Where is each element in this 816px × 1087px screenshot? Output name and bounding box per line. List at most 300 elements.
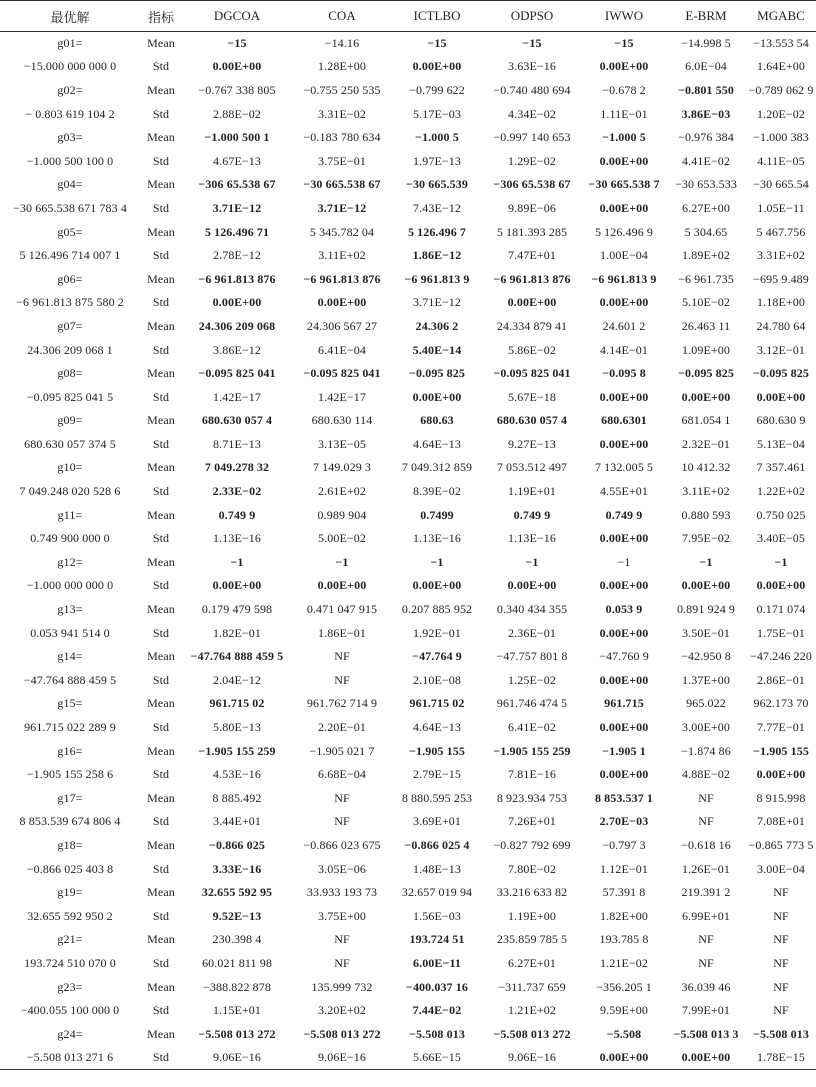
dgcoa-value-cell: −388.822 878 (203, 979, 271, 994)
dgcoa-value-cell: −6 961.813 876 (198, 271, 276, 286)
odpso-value-cell: 7 053.512 497 (496, 460, 568, 475)
coa-value-cell: −0.755 250 535 (303, 82, 381, 97)
optimum-cell: −15.000 000 000 0 (23, 59, 117, 74)
table-row (0, 102, 816, 126)
table-row (0, 267, 816, 291)
ebrm-value-cell: 1.09E+00 (682, 342, 730, 357)
optimum-cell: −1.905 155 258 6 (26, 767, 114, 782)
iwwo-value-cell: 1.11E−01 (600, 106, 648, 121)
metric-cell: Std (152, 814, 170, 829)
mgabc-value-cell: NF (773, 908, 789, 923)
dgcoa-value-cell: −1 (230, 554, 244, 569)
metric-cell: Mean (147, 82, 175, 97)
odpso-value-cell: −5.508 013 272 (493, 1026, 571, 1041)
optimum-cell: 680.630 057 374 5 (24, 436, 116, 451)
metric-cell: Std (152, 720, 170, 735)
ictlbo-value-cell: 5.40E−14 (412, 342, 462, 357)
coa-value-cell: NF (334, 649, 350, 664)
coa-value-cell: NF (334, 814, 350, 829)
optimum-cell: g07= (57, 318, 83, 333)
mgabc-value-cell: 4.11E−05 (757, 153, 805, 168)
iwwo-value-cell: 57.391 8 (602, 885, 646, 900)
ebrm-value-cell: −0.976 384 (678, 130, 734, 145)
table-row (0, 79, 816, 103)
ebrm-value-cell: NF (698, 955, 714, 970)
ebrm-value-cell: NF (698, 790, 714, 805)
optimum-cell: g06= (57, 271, 83, 286)
odpso-value-cell: 1.13E−16 (508, 531, 556, 546)
iwwo-value-cell: 193.785 8 (599, 932, 649, 947)
mgabc-value-cell: 0.00E+00 (756, 578, 806, 593)
mgabc-value-cell: 1.64E+00 (757, 59, 805, 74)
mgabc-value-cell: −0.095 825 (753, 366, 809, 381)
coa-value-cell: NF (334, 672, 350, 687)
coa-value-cell: 3.75E+00 (318, 908, 366, 923)
table-row (0, 739, 816, 763)
dgcoa-value-cell: −306 65.538 67 (198, 177, 276, 192)
metric-cell: Mean (147, 224, 175, 239)
ictlbo-value-cell: −0.799 622 (409, 82, 465, 97)
ictlbo-value-cell: −1.000 5 (415, 130, 459, 145)
ebrm-value-cell: 10 412.32 (681, 460, 731, 475)
mgabc-value-cell: NF (773, 932, 789, 947)
mgabc-value-cell: 7 357.461 (756, 460, 806, 475)
odpso-value-cell: 9.27E−13 (508, 436, 556, 451)
table-row (0, 385, 816, 409)
coa-value-cell: NF (334, 790, 350, 805)
odpso-value-cell: 33.216 633 82 (496, 885, 568, 900)
mgabc-value-cell: 3.31E+02 (757, 248, 805, 263)
table-row (0, 244, 816, 268)
ictlbo-value-cell: −5.508 013 (409, 1026, 465, 1041)
optimum-cell: 0.053 941 514 0 (30, 625, 110, 640)
odpso-value-cell: 8 923.934 753 (496, 790, 568, 805)
optimum-cell: g09= (57, 413, 83, 428)
odpso-value-cell: 7.81E−16 (508, 767, 556, 782)
coa-value-cell: 5 345.782 04 (309, 224, 375, 239)
metric-cell: Std (152, 106, 170, 121)
coa-value-cell: 3.13E−05 (318, 436, 366, 451)
metric-cell: Mean (147, 837, 175, 852)
optimum-cell: g12= (57, 554, 83, 569)
header-metric: 指标 (140, 1, 182, 32)
dgcoa-value-cell: 60.021 811 98 (202, 955, 272, 970)
ebrm-value-cell: 0.891 924 9 (676, 602, 736, 617)
iwwo-value-cell: 1.21E−02 (600, 955, 648, 970)
odpso-value-cell: 1.19E+00 (508, 908, 556, 923)
coa-value-cell: 6.41E−04 (318, 342, 366, 357)
odpso-value-cell: 5 181.393 285 (496, 224, 568, 239)
mgabc-value-cell: 2.86E−01 (757, 672, 805, 687)
odpso-value-cell: 9.89E−06 (508, 200, 556, 215)
ictlbo-value-cell: 8 880.595 253 (401, 790, 473, 805)
metric-cell: Mean (147, 507, 175, 522)
ictlbo-value-cell: −400.037 16 (406, 979, 468, 994)
coa-value-cell: 1.86E−01 (318, 625, 366, 640)
coa-value-cell: NF (334, 932, 350, 947)
coa-value-cell: 9.06E−16 (292, 1046, 392, 1070)
ictlbo-value-cell: 680.63 (420, 413, 454, 428)
coa-value-cell: −0.183 780 634 (303, 130, 381, 145)
table-row (0, 338, 816, 362)
metric-cell: Std (152, 1003, 170, 1018)
coa-value-cell: 0.00E+00 (317, 578, 367, 593)
table-row (0, 787, 816, 811)
header-mgabc: MGABC (746, 1, 816, 32)
odpso-value-cell: 2.36E−01 (508, 625, 556, 640)
dgcoa-value-cell: 5.80E−13 (213, 720, 261, 735)
table-row (0, 857, 816, 881)
metric-cell: Std (152, 153, 170, 168)
metric-cell: Mean (147, 318, 175, 333)
dgcoa-value-cell: 0.00E+00 (212, 295, 262, 310)
iwwo-value-cell: −47.760 9 (599, 649, 649, 664)
mgabc-value-cell: 962.173 70 (753, 696, 809, 711)
optimum-cell: −0.866 025 403 8 (26, 861, 114, 876)
iwwo-value-cell: 1.12E−01 (600, 861, 648, 876)
dgcoa-value-cell: 2.88E−02 (213, 106, 261, 121)
metric-cell: Std (152, 908, 170, 923)
metric-cell: Mean (147, 1026, 175, 1041)
mgabc-value-cell: 1.20E−02 (757, 106, 805, 121)
mgabc-value-cell: −30 665.54 (753, 177, 809, 192)
iwwo-value-cell: −1.000 5 (602, 130, 646, 145)
ebrm-value-cell: 26.463 11 (681, 318, 731, 333)
dgcoa-value-cell: 2.78E−12 (213, 248, 261, 263)
optimum-cell: g14= (57, 649, 83, 664)
optimum-cell: 7 049.248 020 528 6 (19, 484, 121, 499)
iwwo-value-cell: 2.70E−03 (599, 814, 649, 829)
odpso-value-cell: 0.340 434 355 (496, 602, 568, 617)
ictlbo-value-cell: 6.00E−11 (413, 955, 461, 970)
odpso-value-cell: −306 65.538 67 (493, 177, 571, 192)
optimum-cell: g10= (57, 460, 83, 475)
optimum-cell: 193.724 510 070 0 (24, 955, 116, 970)
ictlbo-value-cell: 1.13E−16 (413, 531, 461, 546)
dgcoa-value-cell: 0.00E+00 (212, 59, 262, 74)
iwwo-value-cell: 0.00E+00 (599, 389, 649, 404)
coa-value-cell: −0.095 825 041 (303, 366, 381, 381)
coa-value-cell: 6.68E−04 (318, 767, 366, 782)
odpso-value-cell: −15 (522, 36, 542, 51)
ictlbo-value-cell: 2.10E−08 (413, 672, 461, 687)
mgabc-value-cell: NF (773, 1003, 789, 1018)
coa-value-cell: 961.762 714 9 (306, 696, 378, 711)
table-header (0, 1, 816, 32)
iwwo-value-cell: −1 (617, 554, 631, 569)
table-row (0, 881, 816, 905)
metric-cell: Mean (147, 177, 175, 192)
iwwo-value-cell: 5 126.496 9 (594, 224, 654, 239)
coa-value-cell: 135.999 732 (311, 979, 373, 994)
header-odpso: ODPSO (482, 1, 582, 32)
metric-cell: Mean (147, 413, 175, 428)
dgcoa-value-cell: −5.508 013 272 (198, 1026, 276, 1041)
odpso-value-cell: 7.26E+01 (508, 814, 556, 829)
optimum-cell: g23= (57, 979, 83, 994)
ebrm-value-cell: 5 304.65 (684, 224, 728, 239)
ebrm-value-cell: 3.11E+02 (682, 484, 730, 499)
dgcoa-value-cell: 24.306 209 068 (198, 318, 276, 333)
ebrm-value-cell: 2.32E−01 (682, 436, 730, 451)
iwwo-value-cell: 0.053 9 (605, 602, 643, 617)
ictlbo-value-cell: 5 126.496 7 (407, 224, 467, 239)
optimum-cell: −47.764 888 459 5 (23, 672, 117, 687)
metric-cell: Std (152, 342, 170, 357)
optimum-cell: g08= (57, 366, 83, 381)
dgcoa-value-cell: −15 (227, 36, 247, 51)
iwwo-value-cell: 0.00E+00 (599, 672, 649, 687)
coa-value-cell: 3.11E+02 (318, 248, 366, 263)
table-row (0, 904, 816, 928)
table-row (0, 716, 816, 740)
iwwo-value-cell: 0.00E+00 (582, 1046, 666, 1070)
optimum-cell: −0.095 825 041 5 (26, 389, 114, 404)
ebrm-value-cell: 3.86E−03 (681, 106, 731, 121)
optimum-cell: 32.655 592 950 2 (27, 908, 113, 923)
ebrm-value-cell: −1 (699, 554, 713, 569)
coa-value-cell: 0.989 904 (317, 507, 367, 522)
dgcoa-value-cell: 5 126.496 71 (204, 224, 270, 239)
optimum-cell: g13= (57, 602, 83, 617)
table-row (0, 763, 816, 787)
optimum-cell: g19= (57, 885, 83, 900)
table-row (0, 433, 816, 457)
metric-cell: Mean (147, 554, 175, 569)
ictlbo-value-cell: 193.724 51 (409, 932, 465, 947)
metric-cell: Mean (147, 602, 175, 617)
ebrm-value-cell: 3.00E+00 (682, 720, 730, 735)
coa-value-cell: 3.75E−01 (318, 153, 366, 168)
iwwo-value-cell: −0.095 8 (602, 366, 646, 381)
metric-cell: Std (152, 295, 170, 310)
ebrm-value-cell: −0.801 550 (678, 82, 734, 97)
metric-cell: Std (152, 389, 170, 404)
table-row (0, 834, 816, 858)
odpso-value-cell: −1.905 155 259 (493, 743, 571, 758)
ebrm-value-cell: 1.26E−01 (682, 861, 730, 876)
ebrm-value-cell: 0.00E+00 (681, 578, 731, 593)
mgabc-value-cell: 24.780 64 (756, 318, 806, 333)
table-row (0, 126, 816, 150)
table-row (0, 220, 816, 244)
mgabc-value-cell: −695 9.489 (753, 271, 809, 286)
coa-value-cell: 3.71E−12 (317, 200, 367, 215)
metric-cell: Std (152, 484, 170, 499)
metric-cell: Mean (147, 743, 175, 758)
dgcoa-value-cell: 8.71E−13 (213, 436, 261, 451)
coa-value-cell: 680.630 114 (311, 413, 373, 428)
coa-value-cell: −5.508 013 272 (303, 1026, 381, 1041)
iwwo-value-cell: 4.14E−01 (600, 342, 648, 357)
iwwo-value-cell: 0.749 9 (605, 507, 643, 522)
iwwo-value-cell: −5.508 (606, 1026, 642, 1041)
optimum-cell: g15= (57, 696, 83, 711)
optimum-cell: g03= (57, 130, 83, 145)
ebrm-value-cell: 6.99E+01 (682, 908, 730, 923)
dgcoa-value-cell: 2.33E−02 (212, 484, 262, 499)
dgcoa-value-cell: 2.04E−12 (213, 672, 261, 687)
optimum-cell: −30 665.538 671 783 4 (13, 200, 127, 215)
odpso-value-cell: −311.737 659 (498, 979, 566, 994)
iwwo-value-cell: 961.715 (604, 696, 644, 711)
iwwo-value-cell: 4.55E+01 (600, 484, 648, 499)
table-row (0, 503, 816, 527)
iwwo-value-cell: 1.00E−04 (600, 248, 648, 263)
odpso-value-cell: −0.095 825 041 (493, 366, 571, 381)
ictlbo-value-cell: 7 049.312 859 (401, 460, 473, 475)
optimum-cell: −1.000 000 000 0 (26, 578, 114, 593)
table-row (0, 456, 816, 480)
dgcoa-value-cell: 7 049.278 32 (204, 460, 270, 475)
ictlbo-value-cell: −47.764 9 (412, 649, 462, 664)
odpso-value-cell: 3.63E−16 (508, 59, 556, 74)
dgcoa-value-cell: 0.749 9 (218, 507, 256, 522)
ebrm-value-cell: −30 653.533 (675, 177, 737, 192)
odpso-value-cell: 235.859 785 5 (496, 932, 568, 947)
dgcoa-value-cell: 9.06E−16 (182, 1046, 292, 1070)
ebrm-value-cell: 219.391 2 (681, 885, 731, 900)
odpso-value-cell: 0.749 9 (513, 507, 551, 522)
mgabc-value-cell: 1.78E−15 (746, 1046, 816, 1070)
iwwo-value-cell: −356.205 1 (596, 979, 652, 994)
ebrm-value-cell: 4.88E−02 (682, 767, 730, 782)
odpso-value-cell: −6 961.813 876 (493, 271, 571, 286)
odpso-value-cell: 5.67E−18 (508, 389, 556, 404)
coa-value-cell: 24.306 567 27 (306, 318, 378, 333)
table-row (0, 669, 816, 693)
header-row (0, 1, 816, 32)
table-row (0, 551, 816, 575)
iwwo-value-cell: 0.00E+00 (599, 200, 649, 215)
odpso-value-cell: 6.27E+01 (508, 955, 556, 970)
ictlbo-value-cell: 7.44E−02 (412, 1003, 462, 1018)
coa-value-cell: −6 961.813 876 (303, 271, 381, 286)
header-coa: COA (292, 1, 392, 32)
ebrm-value-cell: NF (698, 814, 714, 829)
table-row (0, 952, 816, 976)
dgcoa-value-cell: −1.000 500 1 (204, 130, 270, 145)
ebrm-value-cell: −6 961.735 (678, 271, 734, 286)
dgcoa-value-cell: 4.53E−16 (213, 767, 261, 782)
odpso-value-cell: 0.00E+00 (507, 295, 557, 310)
coa-value-cell: 1.28E+00 (318, 59, 366, 74)
iwwo-value-cell: 1.82E+00 (600, 908, 648, 923)
ictlbo-value-cell: 8.39E−02 (413, 484, 461, 499)
iwwo-value-cell: 0.00E+00 (599, 153, 649, 168)
ebrm-value-cell: −0.095 825 (678, 366, 734, 381)
optimum-cell: 0.749 900 000 0 (30, 531, 110, 546)
ictlbo-value-cell: 1.97E−13 (413, 153, 461, 168)
dgcoa-value-cell: 3.71E−12 (212, 200, 262, 215)
ebrm-value-cell: 3.50E−01 (682, 625, 730, 640)
dgcoa-value-cell: −1.905 155 259 (198, 743, 276, 758)
odpso-value-cell: −0.827 792 699 (493, 837, 571, 852)
iwwo-value-cell: 7 132.005 5 (594, 460, 654, 475)
mgabc-value-cell: NF (773, 979, 789, 994)
metric-cell: Std (140, 1046, 182, 1070)
dgcoa-value-cell: 32.655 592 95 (201, 885, 273, 900)
table-row (0, 32, 816, 56)
metric-cell: Std (152, 200, 170, 215)
header-dgcoa: DGCOA (182, 1, 292, 32)
mgabc-value-cell: 0.171 074 (756, 602, 806, 617)
optimum-cell: 961.715 022 289 9 (24, 720, 116, 735)
ictlbo-value-cell: −15 (427, 36, 447, 51)
table-row (0, 999, 816, 1023)
optimum-cell: g11= (57, 507, 83, 522)
table-row (0, 1046, 816, 1070)
metric-cell: Std (152, 436, 170, 451)
ictlbo-value-cell: −1 (430, 554, 444, 569)
metric-cell: Std (152, 672, 170, 687)
mgabc-value-cell: NF (773, 955, 789, 970)
dgcoa-value-cell: 1.82E−01 (213, 625, 261, 640)
iwwo-value-cell: 0.00E+00 (599, 436, 649, 451)
ebrm-value-cell: 6.0E−04 (685, 59, 727, 74)
metric-cell: Mean (147, 979, 175, 994)
coa-value-cell: 2.61E+02 (318, 484, 366, 499)
odpso-value-cell: 5.86E−02 (508, 342, 556, 357)
dgcoa-value-cell: 3.86E−12 (213, 342, 261, 357)
mgabc-value-cell: 1.22E+02 (757, 484, 805, 499)
table-row (0, 480, 816, 504)
table-row (0, 598, 816, 622)
ictlbo-value-cell: −6 961.813 9 (404, 271, 470, 286)
dgcoa-value-cell: −0.095 825 041 (198, 366, 276, 381)
metric-cell: Mean (147, 460, 175, 475)
dgcoa-value-cell: 0.179 479 598 (201, 602, 273, 617)
metric-cell: Std (152, 248, 170, 263)
dgcoa-value-cell: 230.398 4 (212, 932, 262, 947)
ebrm-value-cell: 4.41E−02 (682, 153, 730, 168)
odpso-value-cell: −0.740 480 694 (493, 82, 571, 97)
dgcoa-value-cell: −47.764 888 459 5 (190, 649, 284, 664)
mgabc-value-cell: 5 467.756 (756, 224, 806, 239)
dgcoa-value-cell: 1.13E−16 (213, 531, 261, 546)
table-body (0, 32, 816, 1070)
dgcoa-value-cell: −0.767 338 805 (198, 82, 276, 97)
table-row (0, 645, 816, 669)
odpso-value-cell: 680.630 057 4 (496, 413, 568, 428)
iwwo-value-cell: 0.00E+00 (599, 59, 649, 74)
dgcoa-value-cell: 4.67E−13 (213, 153, 261, 168)
table-row (0, 149, 816, 173)
iwwo-value-cell: 0.00E+00 (599, 625, 649, 640)
dgcoa-value-cell: 1.42E−17 (213, 389, 261, 404)
optimum-cell: g21= (57, 932, 83, 947)
optimum-cell: g02= (57, 82, 83, 97)
mgabc-value-cell: 7.77E−01 (757, 720, 805, 735)
metric-cell: Mean (147, 271, 175, 286)
mgabc-value-cell: −0.865 773 5 (748, 837, 814, 852)
ictlbo-value-cell: −0.095 825 (409, 366, 465, 381)
optimum-cell: g18= (57, 837, 83, 852)
ebrm-value-cell: 7.99E+01 (682, 1003, 730, 1018)
table-row (0, 621, 816, 645)
mgabc-value-cell: 8 915.998 (756, 790, 806, 805)
optimum-cell: −1.000 500 100 0 (26, 153, 114, 168)
ictlbo-value-cell: −0.866 025 4 (404, 837, 470, 852)
ictlbo-value-cell: 4.64E−13 (413, 720, 461, 735)
mgabc-value-cell: 1.75E−01 (757, 625, 805, 640)
mgabc-value-cell: −13.553 54 (753, 36, 809, 51)
ebrm-value-cell: 0.880 593 (681, 507, 731, 522)
iwwo-value-cell: 0.00E+00 (599, 295, 649, 310)
ebrm-value-cell: −1.874 86 (681, 743, 731, 758)
ebrm-value-cell: 5.10E−02 (682, 295, 730, 310)
iwwo-value-cell: 0.00E+00 (599, 720, 649, 735)
